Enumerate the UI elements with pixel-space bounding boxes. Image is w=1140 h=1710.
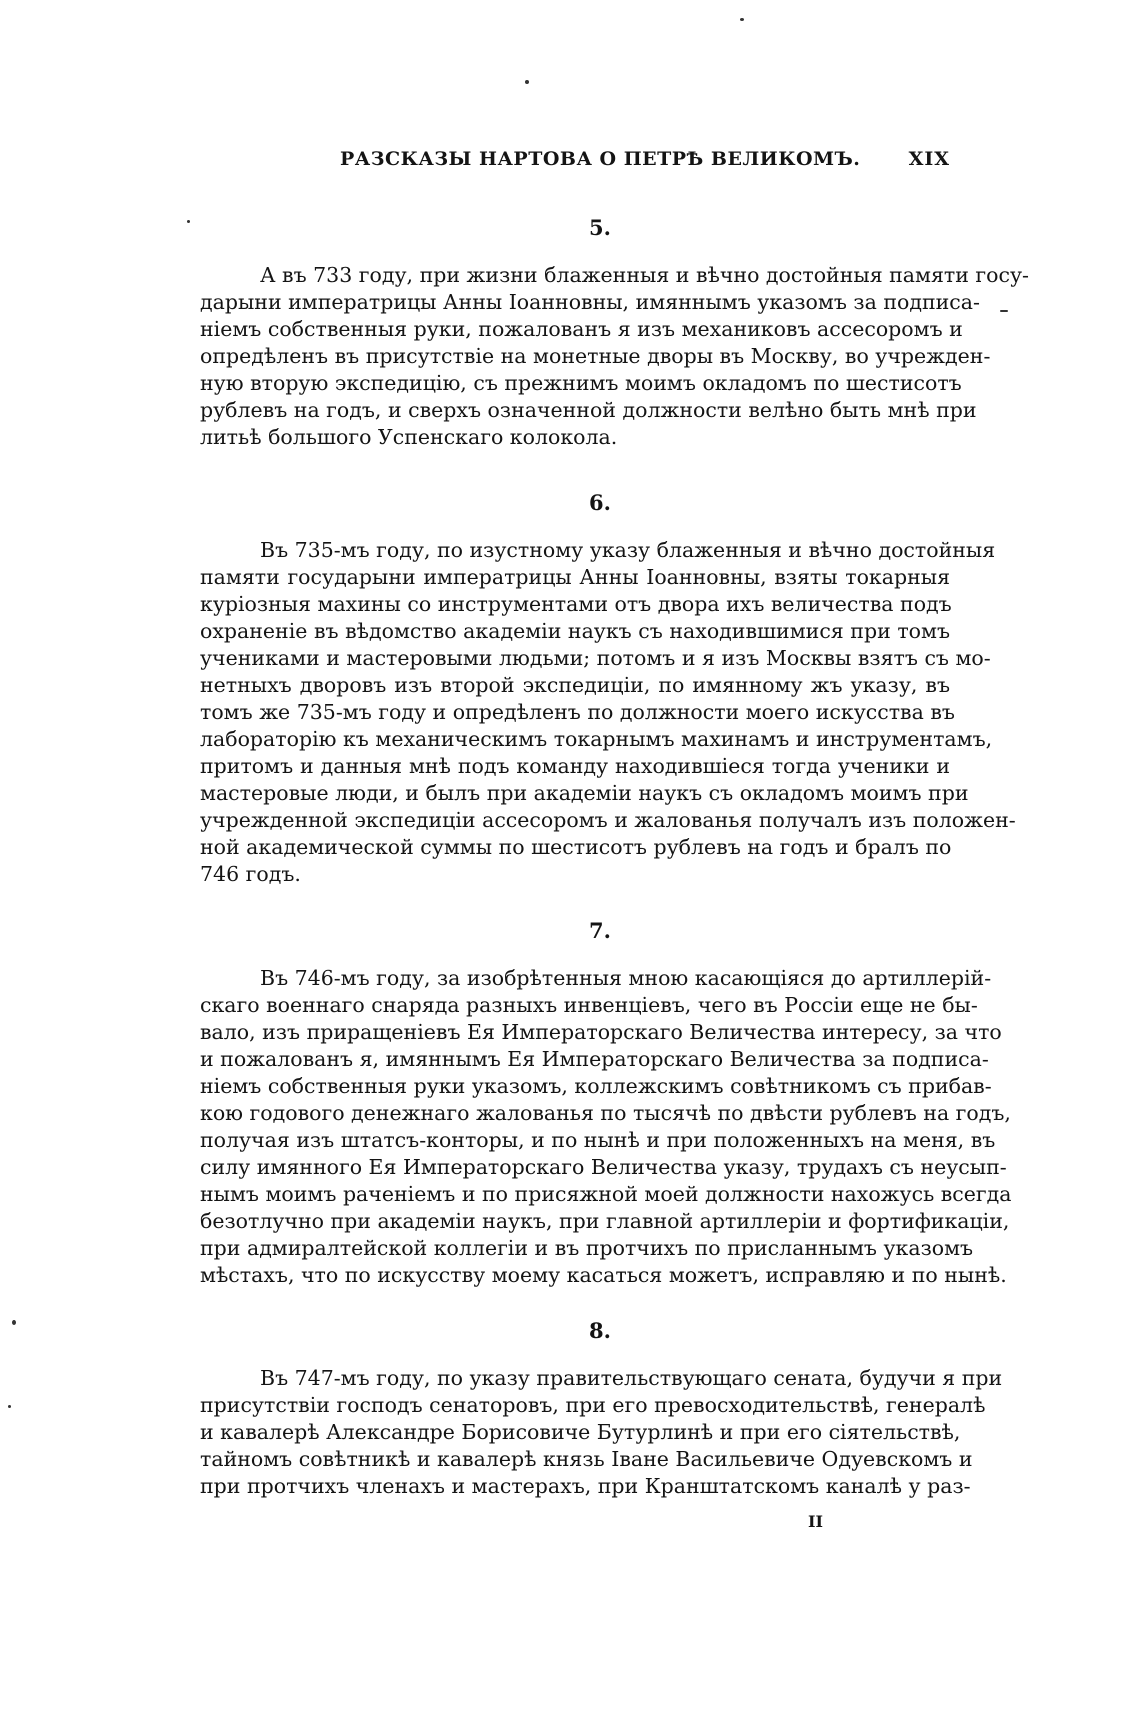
text-line: Въ 746-мъ году, за изобрѣтенныя мною касающіяся до артиллерій- bbox=[260, 966, 992, 990]
section-number: 5. bbox=[589, 215, 611, 240]
text-line: томъ же 735-мъ году и опредѣленъ по должности моего искусства въ bbox=[200, 700, 955, 724]
text-line: литьѣ большого Успенскаго колокола. bbox=[200, 425, 618, 449]
paragraph bbox=[200, 1365, 1003, 1500]
text-line: лабораторію къ механическимъ токарнымъ махинамъ и инструментамъ, bbox=[200, 727, 993, 751]
text-line: и кавалерѣ Александре Борисовиче Бутурлинѣ и при его сіятельствѣ, bbox=[200, 1420, 961, 1444]
text-line: рублевъ на годъ, и сверхъ означенной должности велѣно быть мнѣ при bbox=[200, 398, 977, 422]
text-line: куріозныя махины со инструментами отъ двора ихъ величества подъ bbox=[200, 592, 952, 616]
scan-speck bbox=[8, 1405, 11, 1408]
section-number: 6. bbox=[589, 490, 611, 515]
paragraph bbox=[200, 965, 1012, 1289]
text-line: ніемъ собственныя руки, пожалованъ я изъ механиковъ ассесоромъ и bbox=[200, 317, 963, 341]
text-line: ную вторую экспедицію, съ прежнимъ моимъ окладомъ по шестисотъ bbox=[200, 371, 962, 395]
text-line: нымъ моимъ раченіемъ и по присяжной моей должности нахожусь всегда bbox=[200, 1182, 1012, 1206]
running-head bbox=[200, 148, 950, 178]
text-line: кою годового денежнаго жалованья по тысячѣ по двѣсти рублевъ на годъ, bbox=[200, 1101, 1011, 1125]
text-line: безотлучно при академіи наукъ, при главной артиллеріи и фортификаціи, bbox=[200, 1209, 1010, 1233]
text-line: нетныхъ дворовъ изъ второй экспедиціи, по имянному жъ указу, въ bbox=[200, 673, 950, 697]
text-line: ной академической суммы по шестисотъ рублевъ на годъ и бралъ по bbox=[200, 835, 952, 859]
paragraph bbox=[200, 262, 1029, 451]
scan-speck bbox=[525, 80, 529, 84]
text-line: охраненіе въ вѣдомство академіи наукъ съ находившимися при томъ bbox=[200, 619, 950, 643]
text-line: А въ 733 году, при жизни блаженныя и вѣчно достойныя памяти госу- bbox=[260, 263, 1029, 287]
text-line: памяти государыни императрицы Анны Іоанновны, взяты токарныя bbox=[200, 565, 950, 589]
text-line: дарыни императрицы Анны Іоанновны, имяннымъ указомъ за подписа- bbox=[200, 290, 980, 314]
text-line: притомъ и данныя мнѣ подъ команду находившіеся тогда ученики и bbox=[200, 754, 950, 778]
text-line: при протчихъ членахъ и мастерахъ, при Кранштатскомъ каналѣ у раз- bbox=[200, 1474, 971, 1498]
text-line: скаго военнаго снаряда разныхъ инвенціевъ, чего въ Россіи еще не бы- bbox=[200, 993, 978, 1017]
running-title: РАЗСКАЗЫ НАРТОВА О ПЕТРѢ ВЕЛИКОМЪ. bbox=[340, 148, 861, 170]
text-line: Въ 735-мъ году, по изустному указу блаженныя и вѣчно достойныя bbox=[260, 538, 996, 562]
text-line: учениками и мастеровыми людьми; потомъ и я изъ Москвы взятъ съ мо- bbox=[200, 646, 991, 670]
text-line: 746 годъ. bbox=[200, 862, 301, 886]
text-line: получая изъ штатсъ-конторы, и по нынѣ и при положенныхъ на меня, въ bbox=[200, 1128, 996, 1152]
signature-mark: II bbox=[808, 1512, 823, 1531]
page-number: XIX bbox=[908, 148, 950, 170]
text-line: присутствіи господъ сенаторовъ, при его превосходительствѣ, генералѣ bbox=[200, 1393, 986, 1417]
text-line: и пожалованъ я, имяннымъ Ея Императорскаго Величества за подписа- bbox=[200, 1047, 989, 1071]
text-line: мастеровые люди, и былъ при академіи наукъ съ окладомъ моимъ при bbox=[200, 781, 969, 805]
text-line: вало, изъ приращеніевъ Ея Императорскаго Величества интересу, за что bbox=[200, 1020, 1002, 1044]
section-number: 7. bbox=[589, 918, 611, 943]
scan-speck bbox=[740, 18, 744, 21]
section-number: 8. bbox=[589, 1318, 611, 1343]
text-line: силу имянного Ея Императорскаго Величества указу, трудахъ съ неусып- bbox=[200, 1155, 1007, 1179]
text-line: учрежденной экспедиціи ассесоромъ и жалованья получалъ изъ положен- bbox=[200, 808, 1016, 832]
text-line: мѣстахъ, что по искусству моему касаться можетъ, исправляю и по нынѣ. bbox=[200, 1263, 1007, 1287]
text-line: Въ 747-мъ году, по указу правительствующаго сената, будучи я при bbox=[260, 1366, 1003, 1390]
text-line: при адмиралтейской коллегіи и въ протчихъ по присланнымъ указомъ bbox=[200, 1236, 974, 1260]
paragraph bbox=[200, 537, 1016, 888]
text-line: тайномъ совѣтникѣ и кавалерѣ князь Іване Васильевиче Одуевскомъ и bbox=[200, 1447, 973, 1471]
text-line: ніемъ собственныя руки указомъ, коллежскимъ совѣтникомъ съ прибав- bbox=[200, 1074, 992, 1098]
scan-speck bbox=[1000, 310, 1008, 312]
text-line: опредѣленъ въ присутствіе на монетные дворы въ Москву, во учрежден- bbox=[200, 344, 991, 368]
